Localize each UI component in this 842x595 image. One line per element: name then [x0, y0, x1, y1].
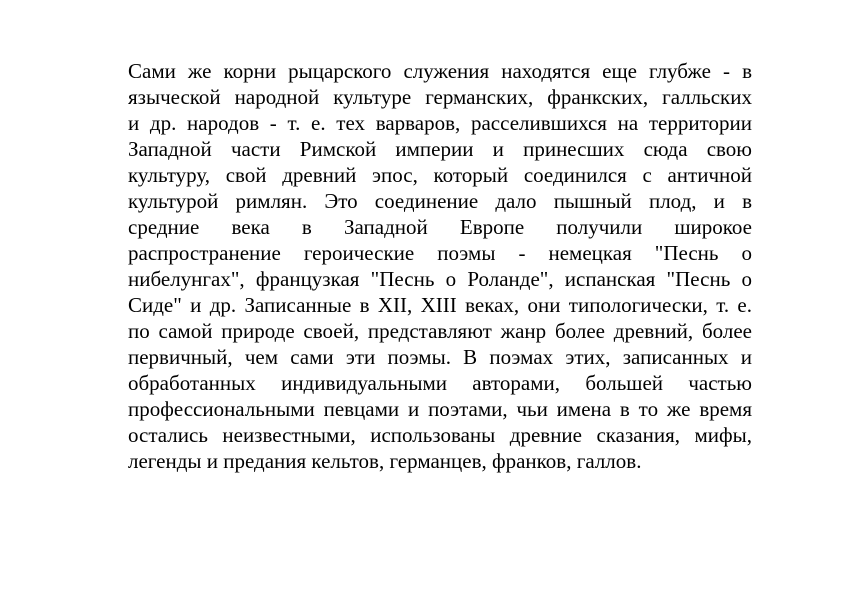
text-line: профессиональными певцами и поэтами, чьи имена в то же время [128, 397, 752, 421]
text-line: культурой римлян. Это соединение дало пышный плод, и в [128, 189, 752, 213]
text-line: Западной части Римской империи и принесших сюда свою [128, 137, 752, 161]
text-line: и др. народов - т. е. тех варваров, расселившихся на территории [128, 111, 752, 135]
text-line: остались неизвестными, использованы древние сказания, мифы, [128, 423, 752, 447]
text-line-last: легенды и предания кельтов, германцев, франков, галлов. [128, 449, 642, 473]
text-line: языческой народной культуре германских, франкских, галльских [128, 85, 752, 109]
text-line: Сиде" и др. Записанные в XII, XIII веках, они типологически, т. е. [128, 293, 752, 317]
text-line: распространение героические поэмы - немецкая "Песнь о [128, 241, 752, 265]
text-line: нибелунгах", французкая "Песнь о Роланде", испанская "Песнь о [128, 267, 752, 291]
text-line: культуру, свой древний эпос, который соединился с античной [128, 163, 752, 187]
body-paragraph [128, 58, 752, 474]
text-line: средние века в Западной Европе получили широкое [128, 215, 752, 239]
text-line: обработанных индивидуальными авторами, большей частью [128, 371, 752, 395]
text-line: по самой природе своей, представляют жанр более древний, более [128, 319, 752, 343]
text-line: Сами же корни рыцарского служения находятся еще глубже - в [128, 59, 752, 83]
text-line: первичный, чем сами эти поэмы. В поэмах этих, записанных и [128, 345, 752, 369]
